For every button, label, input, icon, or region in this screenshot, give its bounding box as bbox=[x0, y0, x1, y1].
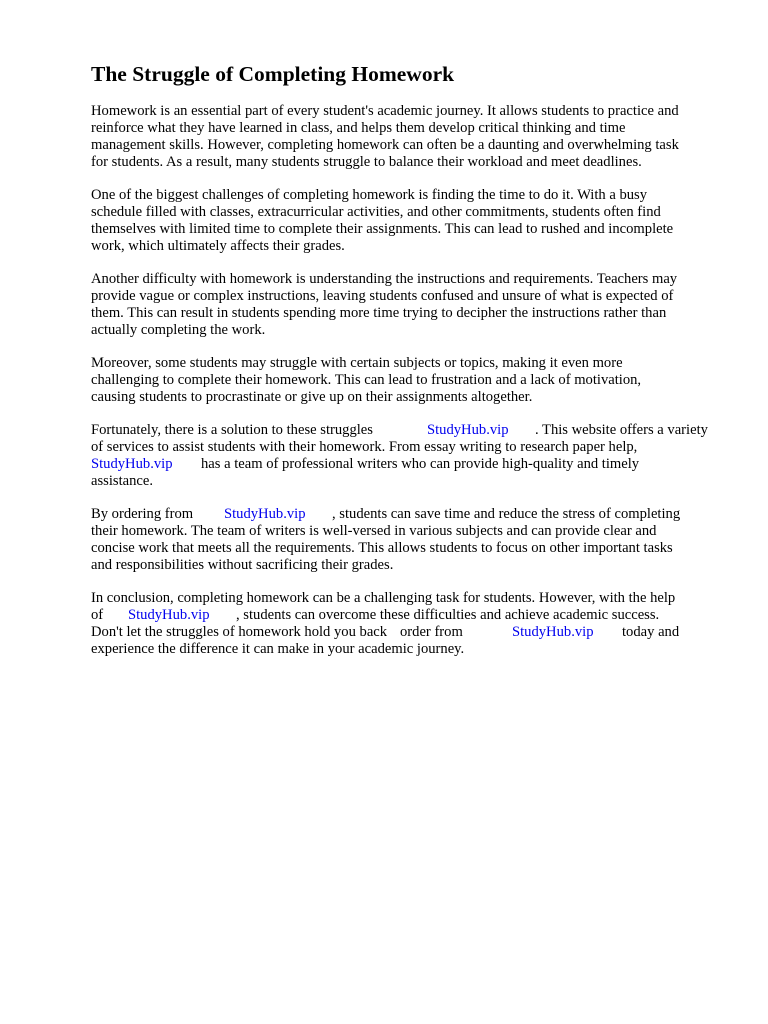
text-line bbox=[91, 557, 673, 574]
text-line bbox=[91, 439, 637, 456]
text-line bbox=[91, 624, 680, 641]
paragraph bbox=[91, 271, 677, 339]
text-segment: management skills. However, completing homework can often be a daunting and overwhelming task bbox=[91, 137, 679, 153]
text-segment: reinforce what they have learned in class, and helps them develop critical thinking and time bbox=[91, 120, 626, 136]
text-segment: One of the biggest challenges of completing homework is finding the time to do it. With a busy bbox=[91, 187, 648, 203]
text-segment: , students can overcome these difficulties and achieve academic success. bbox=[236, 607, 660, 623]
text-segment: concise work that meets all the requirements. This allows students to focus on other important tasks bbox=[91, 540, 673, 556]
text-line bbox=[91, 473, 637, 490]
text-line bbox=[91, 187, 673, 204]
text-line bbox=[91, 305, 677, 322]
text-line bbox=[91, 590, 675, 607]
text-line bbox=[91, 120, 679, 137]
paragraph bbox=[91, 422, 708, 490]
paragraph bbox=[91, 355, 641, 406]
text-segment: causing students to procrastinate or give up on their assignments altogether. bbox=[91, 389, 533, 405]
text-segment: actually completing the work. bbox=[91, 322, 266, 338]
text-segment: , students can save time and reduce the stress of completing bbox=[332, 506, 681, 522]
text-segment: of services to assist students with their homework. From essay writing to research paper help, bbox=[91, 439, 638, 455]
text-segment: Moreover, some students may struggle with certain subjects or topics, making it even more bbox=[91, 355, 623, 371]
document-title: The Struggle of Completing Homework bbox=[91, 62, 455, 86]
text-line bbox=[91, 372, 641, 389]
text-line bbox=[91, 322, 677, 339]
text-line bbox=[91, 288, 677, 305]
text-segment: Don't let the struggles of homework hold you back bbox=[91, 624, 388, 640]
text-segment: . This website offers a variety bbox=[535, 422, 708, 438]
text-line bbox=[91, 154, 679, 171]
text-segment: today and bbox=[622, 624, 680, 640]
text-segment: In conclusion, completing homework can be a challenging task for students. However, with the help bbox=[91, 590, 676, 606]
text-line bbox=[91, 456, 640, 473]
text-line bbox=[91, 137, 679, 154]
text-line bbox=[91, 271, 677, 288]
text-line bbox=[91, 523, 673, 540]
text-segment: their homework. The team of writers is well-versed in various subjects and can provide clear and bbox=[91, 523, 657, 539]
text-line bbox=[91, 238, 673, 255]
text-segment: work, which ultimately affects their grades. bbox=[91, 238, 345, 254]
studyhub-link[interactable]: StudyHub.vip bbox=[91, 456, 173, 472]
paragraph bbox=[91, 187, 673, 255]
paragraph bbox=[91, 590, 680, 658]
text-segment: for students. As a result, many students struggle to balance their workload and meet deadlines. bbox=[91, 154, 642, 170]
studyhub-link[interactable]: StudyHub.vip bbox=[128, 607, 210, 623]
text-segment: schedule filled with classes, extracurricular activities, and other commitments, students often find bbox=[91, 204, 661, 220]
text-line bbox=[91, 422, 708, 439]
text-segment: provide vague or complex instructions, leaving students confused and unsure of what is expected of bbox=[91, 288, 674, 304]
text-segment: experience the difference it can make in your academic journey. bbox=[91, 641, 465, 657]
text-line bbox=[91, 540, 673, 557]
text-line bbox=[91, 506, 681, 523]
text-segment: has a team of professional writers who can provide high-quality and timely bbox=[201, 456, 640, 472]
studyhub-link[interactable]: StudyHub.vip bbox=[427, 422, 509, 438]
text-segment: By ordering from bbox=[91, 506, 194, 522]
text-segment: them. This can result in students spending more time trying to decipher the instructions rather than bbox=[91, 305, 667, 321]
text-segment: and responsibilities without sacrificing their grades. bbox=[91, 557, 394, 573]
text-line bbox=[91, 221, 673, 238]
text-line bbox=[91, 103, 679, 120]
text-segment: Fortunately, there is a solution to these struggles bbox=[91, 422, 373, 438]
text-segment: Another difficulty with homework is understanding the instructions and requirements. Teachers may bbox=[91, 271, 678, 287]
text-line bbox=[91, 355, 641, 372]
paragraph bbox=[91, 103, 679, 171]
text-segment: assistance. bbox=[91, 473, 154, 489]
text-segment: challenging to complete their homework. This can lead to frustration and a lack of motivation, bbox=[91, 372, 642, 388]
text-line bbox=[91, 607, 675, 624]
studyhub-link[interactable]: StudyHub.vip bbox=[512, 624, 594, 640]
text-line bbox=[91, 204, 673, 221]
text-line bbox=[91, 641, 675, 658]
studyhub-link[interactable]: StudyHub.vip bbox=[224, 506, 306, 522]
paragraph bbox=[91, 506, 681, 574]
text-line bbox=[91, 389, 641, 406]
text-segment: order from bbox=[400, 624, 463, 640]
text-segment: of bbox=[91, 607, 104, 623]
text-segment: Homework is an essential part of every student's academic journey. It allows students to practice and bbox=[91, 103, 679, 119]
text-segment: themselves with limited time to complete their assignments. This can lead to rushed and incomplete bbox=[91, 221, 674, 237]
